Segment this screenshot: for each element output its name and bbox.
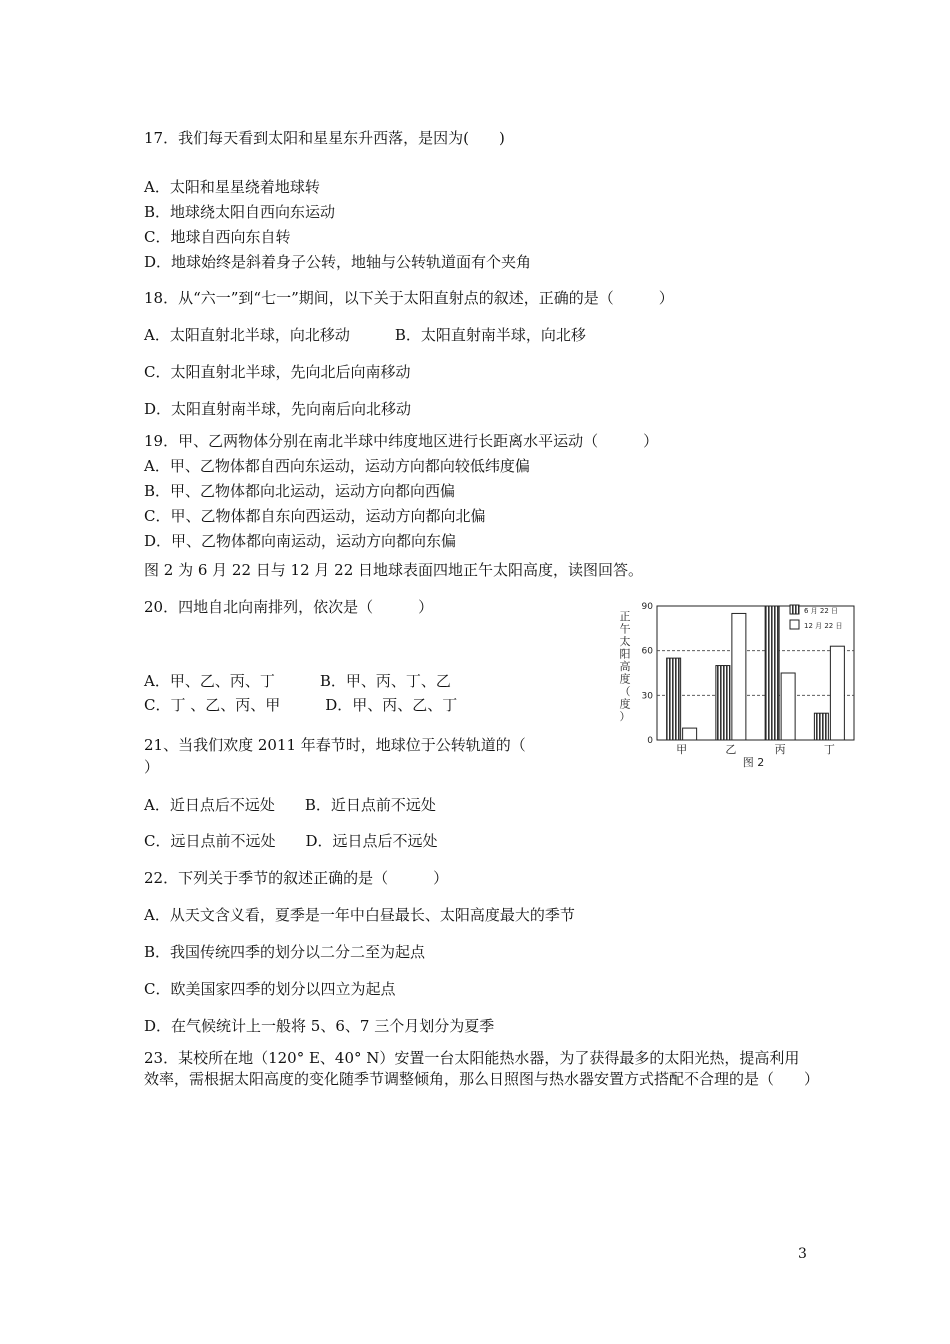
q18-option-d: D．太阳直射南半球，先向南后向北移动 bbox=[144, 400, 412, 418]
chart-title: 图 2 bbox=[742, 756, 765, 769]
bar-dec22 bbox=[683, 728, 697, 740]
y-axis-label-char: 阳 bbox=[619, 647, 631, 661]
solar-altitude-chart bbox=[612, 598, 862, 770]
y-axis-label-char: ） bbox=[619, 710, 631, 723]
bar-jun22 bbox=[667, 658, 681, 740]
y-axis-label-char: 太 bbox=[619, 635, 631, 648]
figure-intro: 图 2 为 6 月 22 日与 12 月 22 日地球表面四地正午太阳高度，读图回答。 bbox=[144, 561, 644, 579]
q18-option-c: C．太阳直射北半球，先向北后向南移动 bbox=[144, 363, 411, 381]
y-axis-label-char: （ bbox=[619, 685, 631, 698]
q22-stem: 22．下列关于季节的叙述正确的是（ ） bbox=[144, 869, 449, 887]
q21-stem: 21、当我们欢度 2011 年春节时，地球位于公转轨道的（ bbox=[144, 736, 526, 754]
legend-swatch bbox=[790, 620, 799, 629]
q19-option-a: A．甲、乙物体都自西向东运动，运动方向都向较低纬度偏 bbox=[144, 457, 530, 475]
q17-option-c: C．地球自西向东自转 bbox=[144, 228, 291, 246]
q20-options-ab: A．甲、乙、丙、丁 B．甲、丙、丁、乙 bbox=[144, 672, 451, 690]
bar-jun22 bbox=[765, 606, 779, 740]
page-number: 3 bbox=[798, 1246, 807, 1262]
q17-option-d: D．地球始终是斜着身子公转，地轴与公转轨道面有个夹角 bbox=[144, 253, 532, 271]
q22-option-c: C．欧美国家四季的划分以四立为起点 bbox=[144, 980, 396, 998]
bar-jun22 bbox=[814, 713, 828, 740]
q19-option-c: C．甲、乙物体都自东向西运动，运动方向都向北偏 bbox=[144, 507, 486, 525]
x-tick-label: 甲 bbox=[676, 743, 688, 756]
y-axis-label-char: 午 bbox=[619, 622, 631, 636]
legend-label: 6 月 22 日 bbox=[804, 607, 839, 615]
y-axis-label-char: 正 bbox=[619, 610, 631, 623]
q19-option-b: B．甲、乙物体都向北运动，运动方向都向西偏 bbox=[144, 482, 456, 500]
legend-swatch bbox=[790, 605, 799, 614]
q22-option-d: D．在气候统计上一般将 5、6、7 三个月划分为夏季 bbox=[144, 1017, 495, 1035]
y-tick-label: 90 bbox=[641, 602, 653, 612]
q17-stem: 17．我们每天看到太阳和星星东升西落，是因为( ) bbox=[144, 129, 505, 147]
y-axis-label-char: 度 bbox=[619, 672, 631, 686]
q23-stem: 23．某校所在地（120° E、40° N）安置一台太阳能热水器，为了获得最多的太阳光热，提高利用效率，需根据太阳高度的变化随季节调整倾角，那么日照图与热水器安置方式搭配不合理的是（ ） bbox=[144, 1049, 820, 1088]
x-tick-label: 丙 bbox=[774, 743, 786, 756]
q21-options-cd: C．远日点前不远处 D．远日点后不远处 bbox=[144, 832, 438, 850]
bar-jun22 bbox=[716, 666, 730, 740]
y-axis-label-char: 高 bbox=[619, 660, 631, 673]
y-tick-label: 0 bbox=[647, 736, 653, 746]
x-tick-label: 丁 bbox=[823, 743, 835, 756]
bar-dec22 bbox=[781, 673, 795, 740]
q18-options-ab: A．太阳直射北半球，向北移动 B．太阳直射南半球，向北移 bbox=[144, 326, 586, 344]
y-tick-label: 30 bbox=[641, 691, 653, 702]
bar-dec22 bbox=[732, 613, 746, 740]
legend-label: 12 月 22 日 bbox=[804, 622, 843, 630]
q19-option-d: D．甲、乙物体都向南运动，运动方向都向东偏 bbox=[144, 532, 457, 550]
q18-stem: 18．从“六一”到“七一”期间，以下关于太阳直射点的叙述，正确的是（ ） bbox=[144, 289, 674, 307]
q22-option-b: B．我国传统四季的划分以二分二至为起点 bbox=[144, 943, 426, 961]
bar-dec22 bbox=[830, 646, 844, 740]
q17-option-b: B．地球绕太阳自西向东运动 bbox=[144, 203, 336, 221]
y-tick-label: 60 bbox=[641, 646, 653, 657]
q17-option-a: A．太阳和星星绕着地球转 bbox=[144, 178, 320, 196]
q21-stem-cont: ） bbox=[144, 758, 160, 776]
q22-option-a: A．从天文含义看，夏季是一年中白昼最长、太阳高度最大的季节 bbox=[144, 906, 575, 924]
q20-options-cd: C．丁 、乙、丙、甲 D．甲、丙、乙、丁 bbox=[144, 696, 458, 714]
x-tick-label: 乙 bbox=[725, 743, 737, 756]
q19-stem: 19．甲、乙两物体分别在南北半球中纬度地区进行长距离水平运动（ ） bbox=[144, 432, 659, 450]
q20-stem: 20．四地自北向南排列，依次是（ ） bbox=[144, 598, 434, 616]
q21-options-ab: A．近日点后不远处 B．近日点前不远处 bbox=[144, 796, 436, 814]
y-axis-label-char: 度 bbox=[619, 697, 631, 711]
